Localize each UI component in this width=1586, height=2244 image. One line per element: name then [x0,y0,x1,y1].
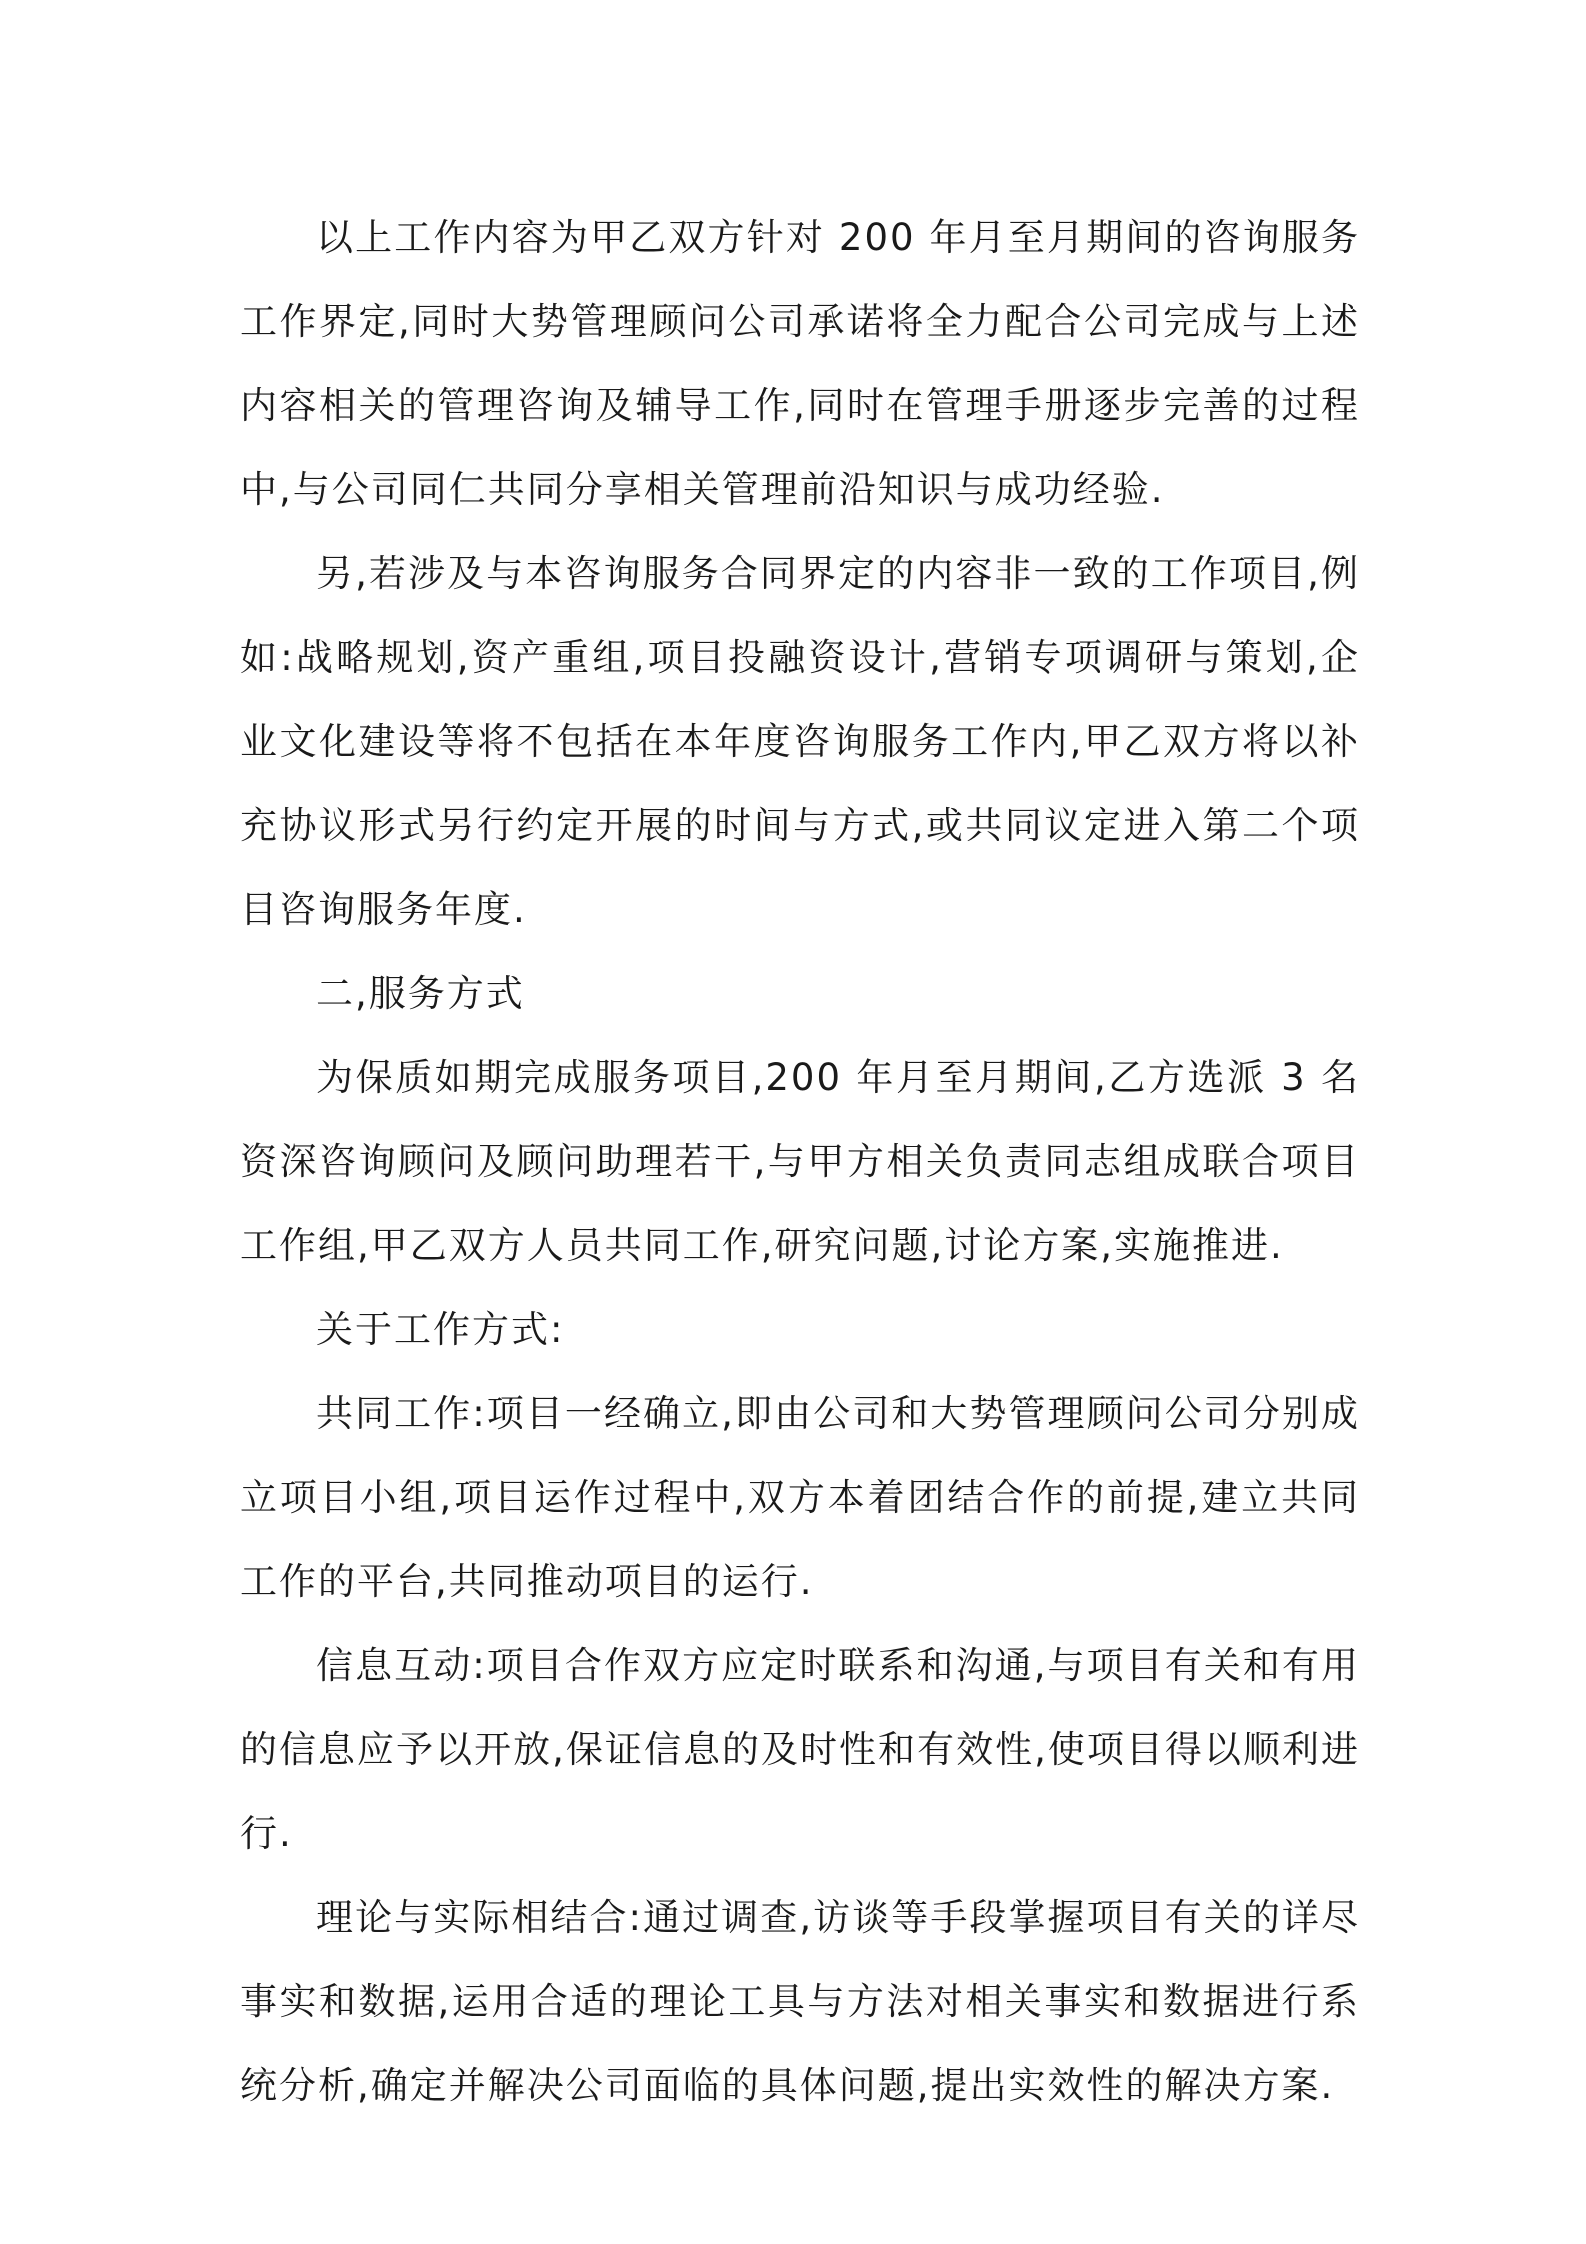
paragraph-excluded-items: 另,若涉及与本咨询服务合同界定的内容非一致的工作项目,例如:战略规划,资产重组,项目投融资设计,营销专项调研与策划,企业文化建设等将不包括在本年度咨询服务工作内,甲乙双方将以补充协议形式另行约定开展的时间与方式,或共同议定进入第二个项目咨询服务年度. [240,552,1360,931]
paragraph-theory-practice: 理论与实际相结合:通过调查,访谈等手段掌握项目有关的详尽事实和数据,运用合适的理论工具与方法对相关事实和数据进行系统分析,确定并解决公司面临的具体问题,提出实效性的解决方案. [240,1896,1360,2107]
document-body [240,196,1360,2128]
paragraph-scope-definition: 以上工作内容为甲乙双方针对 200 年月至月期间的咨询服务工作界定,同时大势管理顾问公司承诺将全力配合公司完成与上述内容相关的管理咨询及辅导工作,同时在管理手册逐步完善的过程中,与公司同仁共同分享相关管理前沿知识与成功经验. [240,216,1360,511]
paragraph-joint-work: 共同工作:项目一经确立,即由公司和大势管理顾问公司分别成立项目小组,项目运作过程中,双方本着团结合作的前提,建立共同工作的平台,共同推动项目的运行. [240,1392,1360,1603]
paragraph-information-exchange: 信息互动:项目合作双方应定时联系和沟通,与项目有关和有用的信息应予以开放,保证信息的及时性和有效性,使项目得以顺利进行. [240,1644,1360,1855]
paragraph-team-assignment: 为保质如期完成服务项目,200 年月至月期间,乙方选派 3 名资深咨询顾问及顾问助理若干,与甲方相关负责同志组成联合项目工作组,甲乙双方人员共同工作,研究问题,讨论方案,实施推进. [240,1056,1360,1267]
subheading-work-method: 关于工作方式: [316,1308,565,1351]
section-heading-service-method: 二,服务方式 [316,972,525,1015]
